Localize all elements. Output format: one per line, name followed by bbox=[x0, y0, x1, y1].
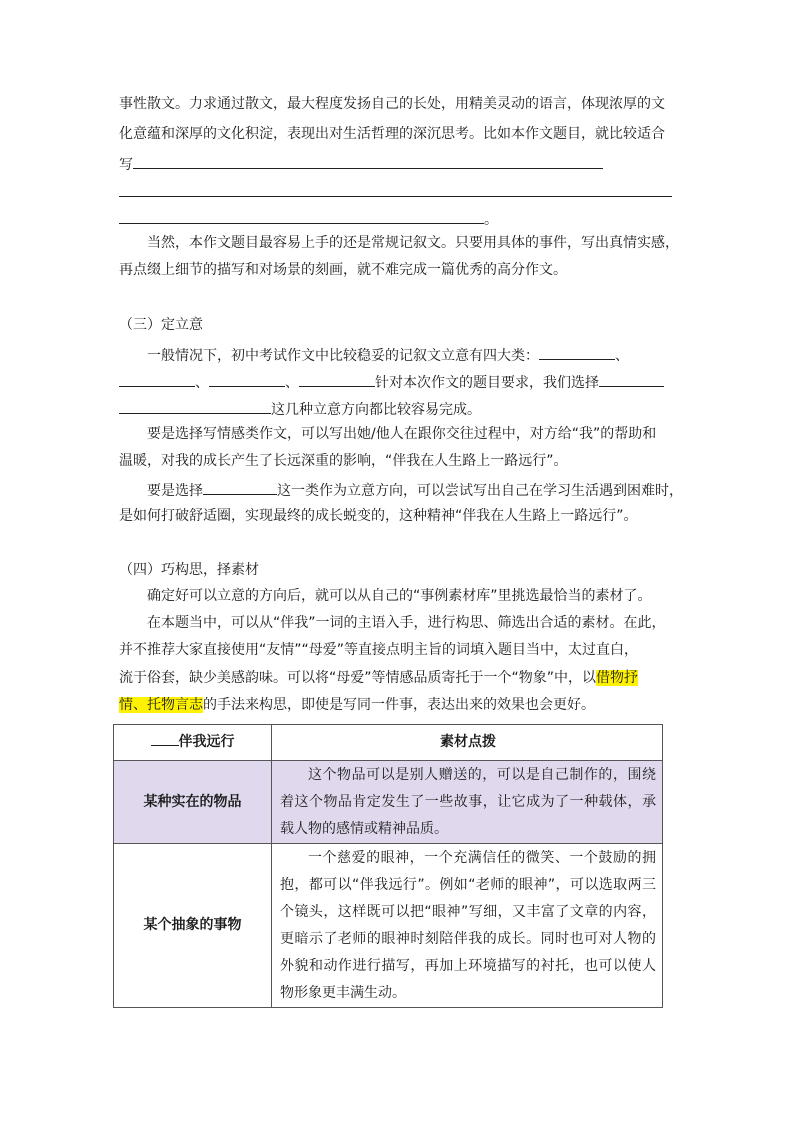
body-text: 温暖，对我的成长产生了长远深重的影响，“伴我在人生路上一路远行”。 bbox=[119, 453, 568, 469]
blank-line bbox=[151, 731, 179, 746]
blank-line bbox=[299, 370, 375, 387]
body-text: 当然，本作文题目最容易上手的还是常规记叙文。只要用具体的事件，写出真情实感， bbox=[147, 235, 679, 251]
table-row bbox=[114, 761, 663, 844]
body-text: 事性散文。力求通过散文，最大程度发扬自己的长处，用精美灵动的语言，体现浓厚的文 bbox=[119, 96, 665, 112]
blank-line bbox=[209, 370, 285, 387]
header-cell-theme: 伴我远行 bbox=[114, 725, 272, 761]
blank-line bbox=[119, 180, 672, 203]
row-text: 这个物品可以是别人赠送的，可以是自己制作的，围绕着这个物品肯定发生了一些故事，让它成为了一种载体，承载人物的感情或精神品质。 bbox=[272, 761, 663, 844]
row-text: 一个慈爱的眼神，一个充满信任的微笑、一个鼓励的拥抱，都可以“伴我远行”。例如“老师的眼神”，可以选取两三个镜头，这样既可以把“眼神”写细，又丰富了文章的内容，更暗示了老师的眼神时刻陪伴我的成长。同时也可对人物的外貌和动作进行描写，再加上环境描写的衬托，也可以使人物形象更丰满生动。 bbox=[272, 844, 663, 1008]
blank-line bbox=[119, 207, 484, 224]
table-row bbox=[114, 844, 663, 1008]
body-text: 并不推荐大家直接使用“友情”“母爱”等直接点明主旨的词填入题目当中，太过直白， bbox=[119, 642, 639, 658]
body-text: 。 bbox=[119, 207, 498, 230]
blank-line bbox=[539, 343, 615, 360]
body-text: 情、托物言志的手法来构思，即使是写同一件事，表达出来的效果也会更好。 bbox=[119, 697, 595, 713]
blank-line bbox=[119, 370, 195, 387]
table-header-row bbox=[114, 725, 663, 761]
blank-line bbox=[203, 478, 277, 495]
body-text: 是如何打破舒适圈，实现最终的成长蜕变的，这种精神“伴我在人生路上一路远行”。 bbox=[119, 508, 638, 524]
section-heading: （三）定立意 bbox=[119, 317, 203, 333]
highlighted-text: 情、托物言志 bbox=[119, 697, 203, 713]
body-text: 要是选择 这一类作为立意方向，可以尝试写出自己在学习生活遇到困难时， bbox=[147, 478, 683, 501]
blank-line bbox=[119, 397, 271, 414]
body-text: 流于俗套，缺少美感韵味。可以将“母爱”等情感品质寄托于一个“物象”中，以借物抒 bbox=[119, 670, 639, 686]
body-text: 在本题当中，可以从“伴我”一词的主语入手，进行构思、筛选出合适的素材。在此， bbox=[147, 615, 666, 631]
body-text: 写 bbox=[119, 152, 603, 175]
body-text: 要是选择写情感类作文，可以写出她/他人在跟你交往过程中，对方给“我”的帮助和 bbox=[147, 426, 657, 442]
blank-line bbox=[133, 152, 603, 169]
highlighted-text: 借物抒 bbox=[596, 670, 639, 686]
material-table bbox=[113, 724, 663, 1008]
body-text: 确定好可以立意的方向后，就可以从自己的“事例素材库”里挑选最恰当的素材了。 bbox=[147, 588, 652, 604]
section-heading: （四）巧构思，择素材 bbox=[119, 562, 259, 578]
body-text: 、 、 针对本次作文的题目要求，我们选择 bbox=[119, 370, 664, 393]
body-text: 再点缀上细节的描写和对场景的刻画，就不难完成一篇优秀的高分作文。 bbox=[119, 262, 567, 278]
body-text: 这几种立意方向都比较容易完成。 bbox=[119, 397, 481, 420]
row-label: 某种实在的物品 bbox=[114, 761, 272, 844]
row-label: 某个抽象的事物 bbox=[114, 844, 272, 1008]
header-cell-tips: 素材点拨 bbox=[272, 725, 663, 761]
body-text: 一般情况下，初中考试作文中比较稳妥的记叙文立意有四大类： 、 bbox=[147, 343, 629, 366]
body-text: 化意蕴和深厚的文化积淀，表现出对生活哲理的深沉思考。比如本作文题目，就比较适合 bbox=[119, 126, 665, 142]
blank-line bbox=[599, 370, 664, 387]
